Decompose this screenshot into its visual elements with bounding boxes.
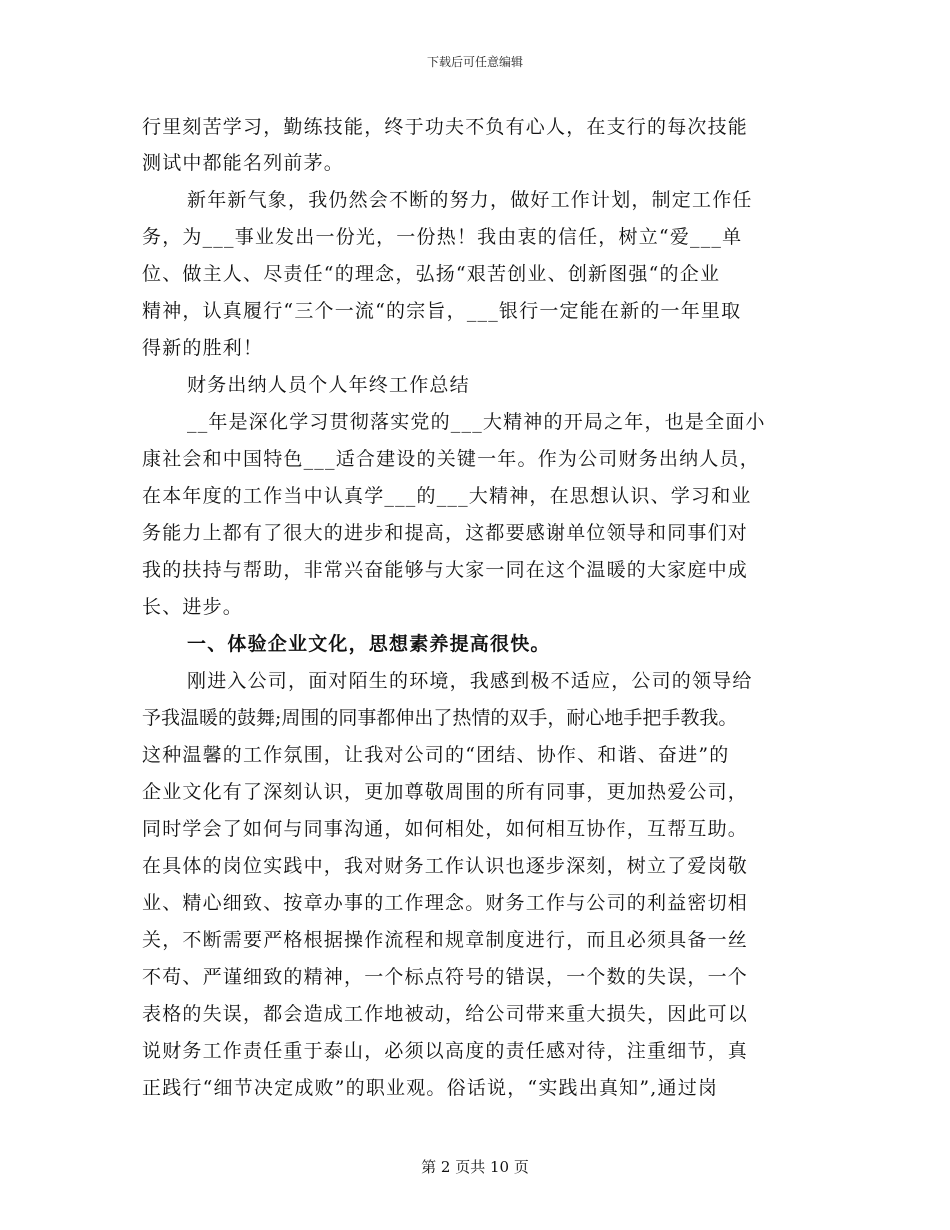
body-line: 测试中都能名列前茅。 [142, 152, 345, 174]
body-line: 在本年度的工作当中认真学___的___大精神，在思想认识、学习和业 [142, 485, 752, 507]
body-line: 在具体的岗位实践中，我对财务工作认识也逐步深刻，树立了爱岗敬 [142, 855, 749, 877]
body-line: 得新的胜利！ [142, 337, 264, 359]
body-line: 刚进入公司，面对陌生的环境，我感到极不适应，公司的领导给 [187, 670, 753, 692]
body-line: 说财务工作责任重于泰山，必须以高度的责任感对待，注重细节，真 [142, 1040, 749, 1062]
body-line: 我的扶持与帮助，非常兴奋能够与大家一同在这个温暖的大家庭中成 [142, 559, 749, 581]
body-line: 这种温馨的工作氛围，让我对公司的“团结、协作、和谐、奋进”的 [142, 744, 730, 766]
body-line: 务，为___事业发出一份光，一份热！我由衷的信任，树立“爱___单 [142, 226, 743, 248]
body-line: 精神，认真履行“三个一流“的宗旨，___银行一定能在新的一年里取 [142, 300, 742, 322]
body-line: 新年新气象，我仍然会不断的努力，做好工作计划，制定工作任 [187, 189, 753, 211]
body-line: 长、进步。 [142, 596, 244, 618]
body-line: 同时学会了如何与同事沟通，如何相处，如何相互协作，互帮互助。 [142, 818, 749, 840]
body-line: 位、做主人、尽责任“的理念，弘扬“艰苦创业、创新图强“的企业 [142, 263, 721, 285]
section-title: 财务出纳人员个人年终工作总结 [187, 374, 470, 396]
body-line: 予我温暖的鼓舞;周围的同事都伸出了热情的双手，耐心地手把手教我。 [142, 707, 738, 729]
body-line: 业、精心细致、按章办事的工作理念。财务工作与公司的利益密切相 [142, 892, 749, 914]
body-line: 关，不断需要严格根据操作流程和规章制度进行，而且必须具备一丝 [142, 929, 749, 951]
body-line: __年是深化学习贯彻落实党的___大精神的开局之年，也是全面小 [187, 411, 766, 433]
page-footer: 第 2 页共 10 页 [421, 1158, 529, 1176]
body-line: 康社会和中国特色___适合建设的关键一年。作为公司财务出纳人员， [142, 448, 760, 470]
body-line: 表格的失误，都会造成工作地被动，给公司带来重大损失，因此可以 [142, 1003, 749, 1025]
body-line: 务能力上都有了很大的进步和提高，这都要感谢单位领导和同事们对 [142, 522, 749, 544]
section-heading: 一、体验企业文化，思想素养提高很快。 [187, 633, 551, 655]
body-line: 不苟、严谨细致的精神，一个标点符号的错误，一个数的失误，一个 [142, 966, 749, 988]
body-line: 行里刻苦学习，勤练技能，终于功夫不负有心人，在支行的每次技能 [142, 116, 749, 138]
page-header: 下载后可任意编辑 [426, 55, 523, 69]
body-line: 企业文化有了深刻认识，更加尊敬周围的所有同事，更加热爱公司， [142, 781, 749, 803]
body-line: 正践行“细节决定成败”的职业观。俗话说，“实践出真知”,通过岗 [142, 1077, 719, 1099]
